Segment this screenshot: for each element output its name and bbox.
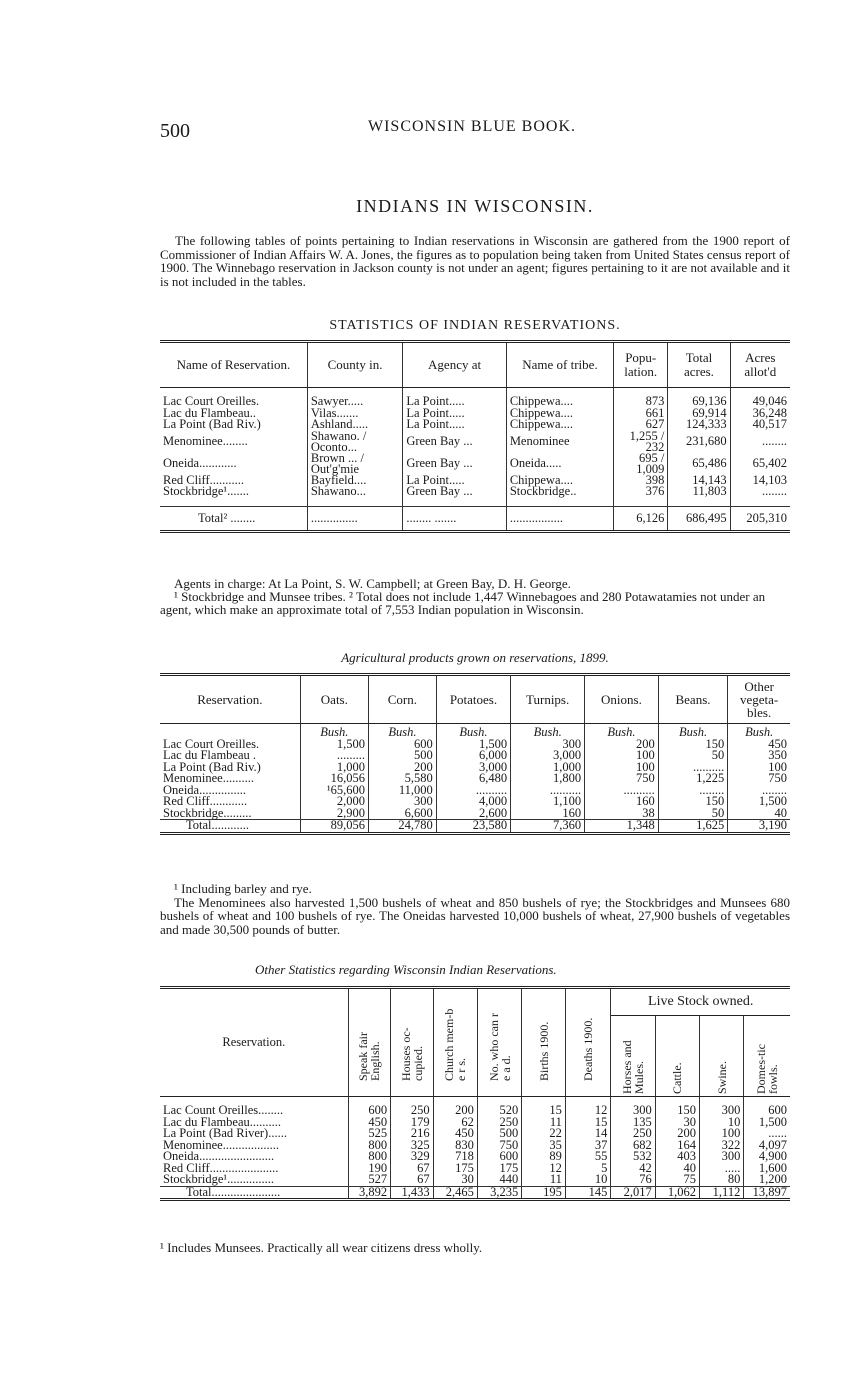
col-header: Potatoes. xyxy=(436,675,510,724)
table-row xyxy=(160,419,790,431)
col-header: Church mem-b e r s. xyxy=(442,1008,469,1081)
col-header: Beans. xyxy=(658,675,727,724)
cell: 11 xyxy=(522,1174,566,1186)
cell: ..... xyxy=(700,1163,744,1175)
cell: Oneida............... xyxy=(160,785,300,797)
col-header: Reservation. xyxy=(160,988,348,1097)
cell: Lac Court Oreilles. xyxy=(160,396,307,408)
cell: Red Cliff...................... xyxy=(160,1163,348,1175)
cell: 686,495 xyxy=(668,506,730,532)
table-row xyxy=(160,796,790,808)
cell: 200 xyxy=(655,1128,699,1140)
cell: 62 xyxy=(433,1117,477,1129)
cell: La Point..... xyxy=(403,396,507,408)
cell: 200 xyxy=(433,1105,477,1117)
reservation-stats-table xyxy=(160,340,790,533)
livestock-group-header: Live Stock owned. xyxy=(611,988,790,1016)
agri-notes xyxy=(160,882,790,936)
cell: .......... xyxy=(436,785,510,797)
col-header: Acres allot'd xyxy=(730,342,790,388)
cell: Total...................... xyxy=(160,1186,348,1200)
cell: 300 xyxy=(611,1105,655,1117)
cell: 50 xyxy=(658,808,727,820)
cell: 1,800 xyxy=(511,773,585,785)
cell: La Point..... xyxy=(403,475,507,487)
cell: 750 xyxy=(477,1140,521,1152)
cell: ............... xyxy=(307,506,402,532)
cell: 12 xyxy=(522,1163,566,1175)
cell: 100 xyxy=(585,762,659,774)
cell: ¹65,600 xyxy=(300,785,368,797)
cell: 76 xyxy=(611,1174,655,1186)
cell: 376 xyxy=(614,486,668,498)
cell: 7,360 xyxy=(511,820,585,834)
cell: 100 xyxy=(700,1128,744,1140)
table-row xyxy=(160,785,790,797)
cell: 4,900 xyxy=(758,1149,787,1163)
cell: La Point (Bad River)...... xyxy=(160,1128,348,1140)
cell: 135 xyxy=(611,1117,655,1129)
cell: La Point (Bad Riv.) xyxy=(160,762,300,774)
cell: 11,000 xyxy=(368,785,436,797)
cell: 873 xyxy=(614,396,668,408)
cell: 830 xyxy=(433,1140,477,1152)
cell: ................. xyxy=(506,506,613,532)
cell: 525 xyxy=(348,1128,390,1140)
cell: Oneida........................ xyxy=(160,1151,348,1163)
col-header: Domes-tic fowls. xyxy=(754,1044,781,1094)
cell: 24,780 xyxy=(368,820,436,834)
note: ¹ Stockbridge and Munsee tribes. ² Total does not include 1,447 Winnebagoes and 280 Potawatamies not under an agent, which make an approximate total of 7,553 Indian population in Wisconsin. xyxy=(160,589,766,617)
cell: 250 xyxy=(477,1117,521,1129)
cell: Total............ xyxy=(160,820,300,834)
cell: Lac du Flambeau . xyxy=(160,750,300,762)
cell: 2,465 xyxy=(433,1186,477,1200)
table-row xyxy=(160,453,790,475)
cell: 1,100 xyxy=(511,796,585,808)
cell: Brown ... / Out'g'mie xyxy=(307,453,402,475)
cell: 6,000 xyxy=(436,750,510,762)
col-header: Corn. xyxy=(368,675,436,724)
cell: 89 xyxy=(522,1151,566,1163)
cell: 3,235 xyxy=(477,1186,521,1200)
cell: Red Cliff........... xyxy=(160,475,307,487)
col-header: Oats. xyxy=(300,675,368,724)
cell: 69,914 xyxy=(668,408,730,420)
col-header: Name of tribe. xyxy=(506,342,613,388)
col-header: Agency at xyxy=(403,342,507,388)
cell: Ashland..... xyxy=(307,419,402,431)
cell: 150 xyxy=(658,796,727,808)
cell: Menominee xyxy=(506,431,613,453)
cell: 450 xyxy=(768,736,787,751)
cell: 11,803 xyxy=(668,486,730,498)
cell: Menominee.................. xyxy=(160,1140,348,1152)
cell: Green Bay ... xyxy=(403,431,507,453)
cell: 42 xyxy=(611,1163,655,1175)
cell: 2,900 xyxy=(300,808,368,820)
col-header: Speak fair English. xyxy=(356,1031,383,1081)
cell: 600 xyxy=(768,1103,787,1117)
cell: 89,056 xyxy=(300,820,368,834)
cell: Lac du Flambeau.. xyxy=(160,408,307,420)
cell: La Point..... xyxy=(403,419,507,431)
stats-notes xyxy=(160,577,790,616)
cell: La Point..... xyxy=(403,408,507,420)
cell: Bayfield.... xyxy=(307,475,402,487)
cell: 329 xyxy=(391,1151,433,1163)
cell: 1,433 xyxy=(391,1186,433,1200)
cell: Oneida..... xyxy=(506,453,613,475)
cell: Red Cliff............ xyxy=(160,796,300,808)
col-header: Name of Reservation. xyxy=(160,342,307,388)
cell: 450 xyxy=(433,1128,477,1140)
cell: 175 xyxy=(433,1163,477,1175)
table-row xyxy=(160,486,790,498)
cell: ........ xyxy=(762,433,787,448)
cell: 5,580 xyxy=(368,773,436,785)
col-header: Swine. xyxy=(714,1061,729,1094)
cell: Menominee........ xyxy=(160,431,307,453)
col-header: Popu-lation. xyxy=(614,342,668,388)
cell: Lac du Flambeau.......... xyxy=(160,1117,348,1129)
page-number: 500 xyxy=(160,120,190,142)
cell: 1,000 xyxy=(511,762,585,774)
cell: ........ xyxy=(762,782,787,797)
footnote: ¹ Includes Munsees. Practically all wear citizens dress wholly. xyxy=(160,1240,483,1255)
cell: 300 xyxy=(511,739,585,751)
cell: 80 xyxy=(700,1174,744,1186)
col-header: No. who can r e a d. xyxy=(486,1012,513,1081)
cell: 164 xyxy=(655,1140,699,1152)
cell: 75 xyxy=(655,1174,699,1186)
stats-heading: STATISTICS OF INDIAN RESERVATIONS. xyxy=(329,318,621,333)
cell: Bush. xyxy=(368,724,436,739)
cell: 11 xyxy=(522,1117,566,1129)
col-header: Deaths 1900. xyxy=(581,1017,596,1081)
cell: 160 xyxy=(585,796,659,808)
cell: 5 xyxy=(565,1163,611,1175)
cell: 65,402 xyxy=(752,455,787,470)
cell: Oneida............ xyxy=(160,453,307,475)
cell: ......... xyxy=(300,750,368,762)
cell: Vilas....... xyxy=(307,408,402,420)
page-header xyxy=(160,112,790,142)
cell: 23,580 xyxy=(436,820,510,834)
cell: Chippewa.... xyxy=(506,475,613,487)
cell: ........ xyxy=(658,785,727,797)
cell: 37 xyxy=(565,1140,611,1152)
cell: 1,500 xyxy=(300,739,368,751)
cell: 40 xyxy=(774,805,787,820)
cell: 100 xyxy=(768,759,787,774)
page-title: INDIANS IN WISCONSIN. xyxy=(356,196,594,216)
cell: 661 xyxy=(614,408,668,420)
cell: Green Bay ... xyxy=(403,453,507,475)
cell: 15 xyxy=(522,1105,566,1117)
running-title: WISCONSIN BLUE BOOK. xyxy=(368,118,576,135)
table-row xyxy=(160,773,790,785)
cell: 1,600 xyxy=(758,1160,787,1175)
cell: 35 xyxy=(522,1140,566,1152)
cell: Bush. xyxy=(658,724,727,739)
cell: 718 xyxy=(433,1151,477,1163)
cell: 1,500 xyxy=(436,739,510,751)
cell: 150 xyxy=(658,739,727,751)
cell: Bush. xyxy=(585,724,659,739)
note: The Menominees also harvested 1,500 bushels of wheat and 850 bushels of rye; the Stockbridges and Munsees 680 bushels of wheat and 100 bushels of rye. The Oneidas harvested 10,000 bushels of wheat, 27,900 bushels of vegetables and made 30,500 pounds of butter. xyxy=(160,894,790,937)
cell: 520 xyxy=(477,1105,521,1117)
cell: 200 xyxy=(585,739,659,751)
cell: 1,348 xyxy=(585,820,659,834)
note: ¹ Including barley and rye. xyxy=(174,881,312,896)
total-row xyxy=(160,506,790,532)
cell: 205,310 xyxy=(730,506,790,532)
cell: 38 xyxy=(585,808,659,820)
agri-heading: Agricultural products grown on reservations, 1899. xyxy=(341,650,609,665)
cell: ...... xyxy=(768,1126,787,1140)
cell: 160 xyxy=(511,808,585,820)
cell: 2,600 xyxy=(436,808,510,820)
cell: 450 xyxy=(348,1117,390,1129)
cell: 3,190 xyxy=(728,820,790,834)
other-statistics-table xyxy=(160,986,790,1201)
cell: 69,136 xyxy=(668,396,730,408)
cell: 600 xyxy=(348,1105,390,1117)
cell: 682 xyxy=(611,1140,655,1152)
cell: 1,500 xyxy=(758,1114,787,1129)
cell: 200 xyxy=(368,762,436,774)
cell: 1,200 xyxy=(758,1172,787,1186)
cell: Bush. xyxy=(745,725,774,739)
cell: 40 xyxy=(655,1163,699,1175)
cell: 6,480 xyxy=(436,773,510,785)
cell: 50 xyxy=(658,750,727,762)
cell: 398 xyxy=(614,475,668,487)
cell: 1,000 xyxy=(300,762,368,774)
cell: 30 xyxy=(433,1174,477,1186)
cell: 403 xyxy=(655,1151,699,1163)
cell: 4,000 xyxy=(436,796,510,808)
cell: .......... xyxy=(511,785,585,797)
note: Agents in charge: At La Point, S. W. Campbell; at Green Bay, D. H. George. xyxy=(174,576,571,591)
cell: 14,143 xyxy=(668,475,730,487)
cell: 14 xyxy=(565,1128,611,1140)
cell: 175 xyxy=(477,1163,521,1175)
cell: 6,600 xyxy=(368,808,436,820)
other-stats-heading: Other Statistics regarding Wisconsin Indian Reservations. xyxy=(255,962,557,977)
cell: Bush. xyxy=(436,724,510,739)
cell: 124,333 xyxy=(668,419,730,431)
cell: 22 xyxy=(522,1128,566,1140)
cell: 1,112 xyxy=(700,1186,744,1200)
cell: .......... xyxy=(585,785,659,797)
cell: 500 xyxy=(477,1128,521,1140)
cell: 2,017 xyxy=(611,1186,655,1200)
cell: Shawano. / Oconto... xyxy=(307,431,402,453)
cell: Menominee.......... xyxy=(160,773,300,785)
cell: 300 xyxy=(700,1151,744,1163)
intro-text: The following tables of points pertaining to Indian reservations in Wisconsin are gathered from the 1900 report of Commissioner of Indian Affairs W. A. Jones, the figures as to population being taken from United States census report of 1900. The Winnebago reservation in Jackson county is not under an agent; figures pertaining to it are not available and it is not included in the tables. xyxy=(160,233,790,289)
cell: 695 / 1,009 xyxy=(614,453,668,475)
cell: 250 xyxy=(611,1128,655,1140)
cell: Green Bay ... xyxy=(403,486,507,498)
cell: 195 xyxy=(522,1186,566,1200)
cell: 3,000 xyxy=(511,750,585,762)
col-header: Total acres. xyxy=(668,342,730,388)
cell: 527 xyxy=(348,1174,390,1186)
cell: 10 xyxy=(700,1117,744,1129)
cell: 15 xyxy=(565,1117,611,1129)
cell: Total² ........ xyxy=(160,506,307,532)
cell: 600 xyxy=(477,1151,521,1163)
cell: 49,046 xyxy=(752,394,787,408)
cell: 800 xyxy=(348,1140,390,1152)
cell: 350 xyxy=(768,748,787,762)
cell: 216 xyxy=(391,1128,433,1140)
cell: 1,225 xyxy=(658,773,727,785)
cell: Chippewa.... xyxy=(506,396,613,408)
cell: 322 xyxy=(700,1140,744,1152)
col-header: Onions. xyxy=(585,675,659,724)
cell: 12 xyxy=(565,1105,611,1117)
cell: ........ xyxy=(762,484,787,498)
cell: 30 xyxy=(655,1117,699,1129)
cell: 300 xyxy=(700,1105,744,1117)
cell: 1,625 xyxy=(658,820,727,834)
cell: 150 xyxy=(655,1105,699,1117)
cell: Sawyer..... xyxy=(307,396,402,408)
cell: 2,000 xyxy=(300,796,368,808)
cell: 36,248 xyxy=(752,405,787,420)
cell: 627 xyxy=(614,419,668,431)
cell: 10 xyxy=(565,1174,611,1186)
cell: 600 xyxy=(368,739,436,751)
cell: 190 xyxy=(348,1163,390,1175)
col-header: Horses and Mules. xyxy=(620,1040,647,1094)
cell: 1,255 / 232 xyxy=(614,431,668,453)
cell: 6,126 xyxy=(614,506,668,532)
cell: 67 xyxy=(391,1174,433,1186)
table-row xyxy=(160,431,790,453)
col-header: Turnips. xyxy=(511,675,585,724)
cell: 250 xyxy=(391,1105,433,1117)
cell: 65,486 xyxy=(668,453,730,475)
cell: 1,062 xyxy=(655,1186,699,1200)
cell: Lac Court Oreilles. xyxy=(160,739,300,751)
cell: Stockbridge¹............... xyxy=(160,1174,348,1186)
cell: 179 xyxy=(391,1117,433,1129)
col-header: Other vegeta-bles. xyxy=(728,675,790,724)
cell: 500 xyxy=(368,750,436,762)
cell: La Point (Bad Riv.) xyxy=(160,419,307,431)
cell: 40,517 xyxy=(752,417,787,431)
cell: Chippewa.... xyxy=(506,408,613,420)
cell: Lac Count Oreilles........ xyxy=(160,1105,348,1117)
cell: .......... xyxy=(658,762,727,774)
cell: Shawano... xyxy=(307,486,402,498)
cell: 1,500 xyxy=(758,794,787,808)
cell: Stockbridge......... xyxy=(160,808,300,820)
cell: Stockbridge.. xyxy=(506,486,613,498)
cell: 3,892 xyxy=(348,1186,390,1200)
cell: Chippewa.... xyxy=(506,419,613,431)
agricultural-products-table xyxy=(160,673,790,835)
col-header: County in. xyxy=(307,342,402,388)
cell: 100 xyxy=(585,750,659,762)
cell: 750 xyxy=(768,771,787,785)
cell: 67 xyxy=(391,1163,433,1175)
cell: 231,680 xyxy=(668,431,730,453)
col-header: Reservation. xyxy=(160,675,300,724)
cell: ........ ....... xyxy=(403,506,507,532)
col-header: Births 1900. xyxy=(536,1021,551,1081)
cell: 800 xyxy=(348,1151,390,1163)
cell: 55 xyxy=(565,1151,611,1163)
cell: 532 xyxy=(611,1151,655,1163)
cell: 300 xyxy=(368,796,436,808)
cell: 145 xyxy=(565,1186,611,1200)
cell: Bush. xyxy=(300,724,368,739)
cell: 13,897 xyxy=(744,1186,790,1200)
cell: 14,103 xyxy=(752,472,787,487)
total-row xyxy=(160,1186,790,1200)
cell: 4,097 xyxy=(758,1137,787,1152)
cell: 16,056 xyxy=(300,773,368,785)
cell: 750 xyxy=(585,773,659,785)
col-header: Cattle. xyxy=(670,1062,685,1094)
col-header: Houses oc-cupied. xyxy=(398,1026,425,1081)
intro-paragraph xyxy=(160,234,790,288)
total-row xyxy=(160,820,790,834)
cell: 440 xyxy=(477,1174,521,1186)
cell: 325 xyxy=(391,1140,433,1152)
cell: Stockbridge¹....... xyxy=(160,486,307,498)
cell: 3,000 xyxy=(436,762,510,774)
cell: Bush. xyxy=(511,724,585,739)
